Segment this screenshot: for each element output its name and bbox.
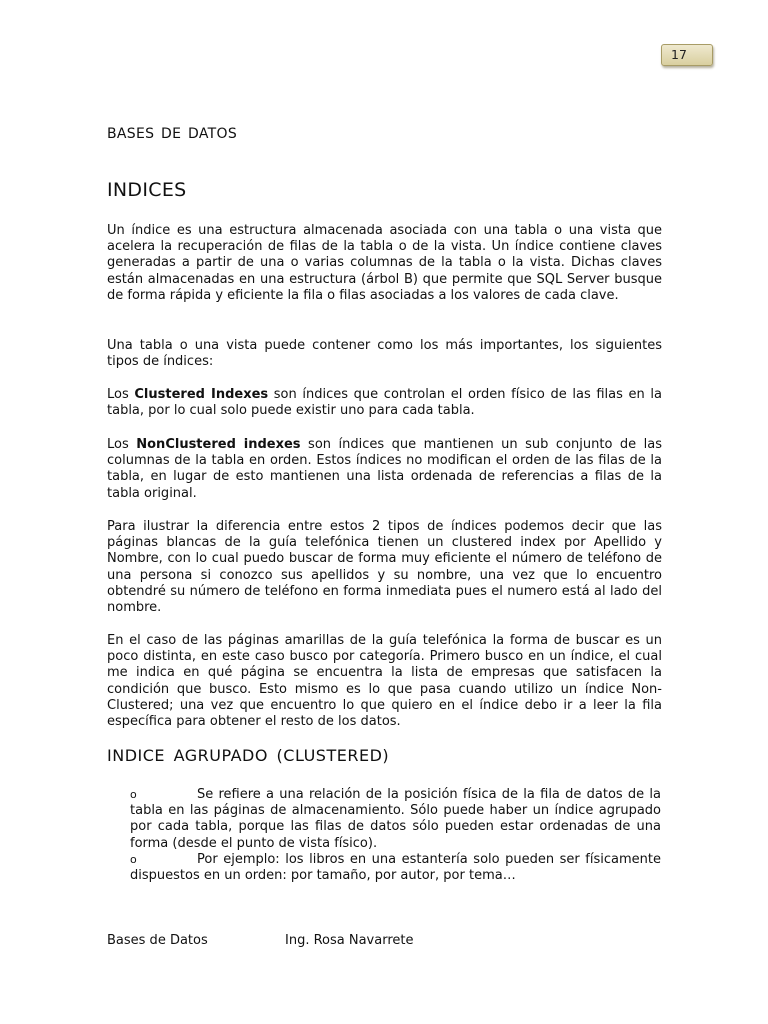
bullet-list (130, 787, 661, 884)
list-item (130, 787, 661, 852)
list-item-text: Por ejemplo: los libros en una estantería solo pueden ser físicamente dispuestos en un orden: por tamaño, por autor, por tema… (130, 851, 661, 884)
page-title: INDICES (107, 179, 187, 201)
paragraph-nonclustered-indexes (107, 437, 662, 502)
list-item-text: Se refiere a una relación de la posición física de la fila de datos de la tabla en las páginas de almacenamiento. Sólo puede haber un índice agrupado por cada tabla, porque las filas de datos sólo pueden estar ordenadas de una forma (desde el punto de vista físico). (130, 787, 661, 851)
bullet-marker: o (130, 852, 137, 866)
paragraph-rest: son índices que controlan el orden físico de las filas en la tabla, por lo cual solo puede existir uno para cada tabla. (107, 387, 663, 419)
list-item (130, 852, 661, 884)
bullet-marker: o (130, 788, 137, 801)
page-number-badge: 17 (661, 44, 713, 66)
paragraph-rest: son índices que mantienen un sub conjunto de las columnas de la tabla en orden. Estos índices no modifican el orden de las filas de la tabla, en lugar de esto mantienen una lista ordenada de referencias a filas de la tabla original. (107, 437, 663, 501)
paragraph-prefix: Los (107, 437, 137, 452)
paragraph-yellow-pages-example: En el caso de las páginas amarillas de la guía telefónica la forma de buscar es un poco distinta, en este caso busco por categoría. Primero busco en un índice, el cual me indica en qué página se encuentra la lista de empresas que satisfacen la condición que busco. Esto mismo es lo que pasa cuando utilizo un índice Non-Clustered; una vez que encuentro lo que quiero en el índice debo ir a leer la fila específica para obtener el resto de los datos. (107, 633, 662, 730)
term-clustered-indexes: Clustered Indexes (134, 387, 269, 402)
section-title-clustered: INDICE AGRUPADO (CLUSTERED) (107, 746, 390, 765)
paragraph-clustered-indexes (107, 387, 662, 419)
footer-course: Bases de Datos (107, 933, 208, 948)
paragraph-index-definition: Un índice es una estructura almacenada asociada con una tabla o una vista que acelera la recuperación de filas de la tabla o de la vista. Un índice contiene claves generadas a partir de una o varias columnas de la tabla o la vista. Dichas claves están almacenadas en una estructura (árbol B) que permite que SQL Server busque de forma rápida y eficiente la fila o filas asociadas a los valores de cada clave. (107, 223, 662, 303)
paragraph-white-pages-example: Para ilustrar la diferencia entre estos 2 tipos de índices podemos decir que las páginas blancas de la guía telefónica tienen un clustered index por Apellido y Nombre, con lo cual puedo buscar de forma muy eficiente el número de teléfono de una persona si conozco sus apellidos y su nombre, una vez que lo encuentro obtendré su número de teléfono en forma inmediata pues el numero está al lado del nombre. (107, 519, 662, 616)
term-nonclustered-indexes: NonClustered indexes (136, 437, 301, 452)
paragraph-index-types: Una tabla o una vista puede contener como los más importantes, los siguientes tipos de índices: (107, 338, 662, 370)
document-header: BASES DE DATOS (107, 126, 238, 142)
footer-author: Ing. Rosa Navarrete (285, 933, 414, 948)
paragraph-prefix: Los (107, 387, 135, 402)
